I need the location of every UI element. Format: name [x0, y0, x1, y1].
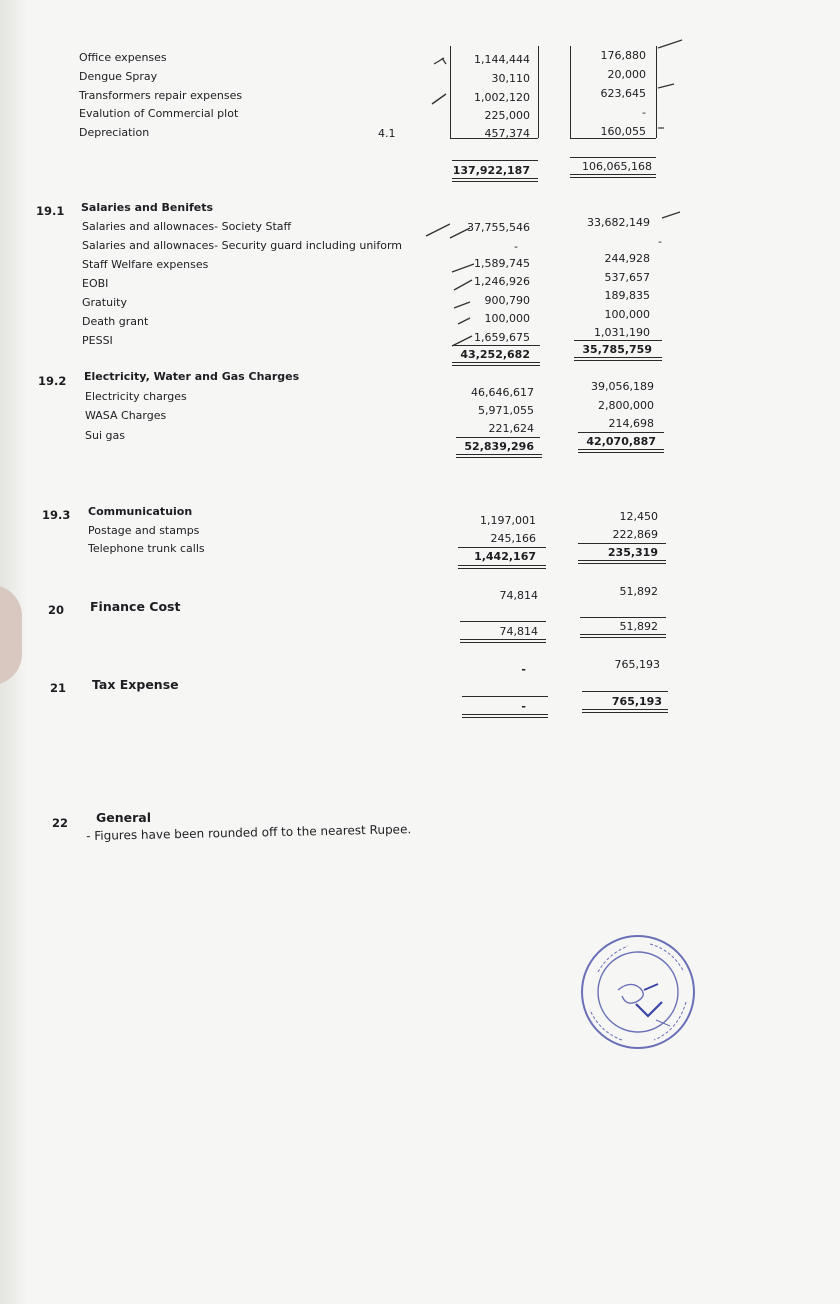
box-bottom-line-prev: [570, 138, 656, 139]
row-label: Telephone trunk calls: [88, 542, 205, 555]
row-previous: 537,657: [604, 271, 650, 284]
auditor-stamp: [578, 932, 698, 1052]
row-label: WASA Charges: [85, 409, 167, 422]
total-previous: 35,785,759: [582, 343, 652, 356]
row-previous: 214,698: [608, 417, 654, 430]
row-previous: 1,031,190: [594, 326, 650, 339]
row-previous: 176,880: [600, 49, 646, 62]
section-number: 19.2: [38, 374, 67, 388]
total-rule: [582, 691, 668, 692]
total-rule: [570, 157, 656, 158]
row-previous: 12,450: [619, 510, 658, 523]
row-label: Dengue Spray: [79, 70, 158, 83]
section-title: Tax Expense: [92, 677, 179, 692]
row-label: EOBI: [82, 277, 109, 290]
double-underline: [580, 634, 666, 638]
row-label: Postage and stamps: [88, 524, 200, 537]
row-label: Gratuity: [82, 296, 127, 309]
row-label: Evalution of Commercial plot: [79, 107, 239, 120]
row-current: 225,000: [484, 109, 530, 122]
row-label: Transformers repair expenses: [79, 89, 243, 102]
row-label: Electricity charges: [85, 390, 187, 403]
row-current: 30,110: [491, 72, 530, 85]
box-right-line: [538, 46, 539, 138]
total-rule: [580, 617, 666, 618]
row-current: 37,755,546: [467, 221, 530, 234]
total-rule: [578, 432, 664, 433]
section-number: 19.1: [36, 204, 65, 218]
row-label: PESSI: [82, 334, 113, 347]
row-current: 245,166: [490, 532, 536, 545]
double-underline: [578, 560, 666, 564]
row-label: Salaries and allownaces- Society Staff: [82, 220, 292, 233]
total-previous: 765,193: [611, 695, 662, 708]
total-rule: [578, 543, 666, 544]
row-current: 46,646,617: [471, 386, 534, 399]
row-previous: 244,928: [604, 252, 650, 265]
section-number: 19.3: [42, 508, 71, 522]
total-current: 74,814: [499, 625, 538, 638]
row-previous: 33,682,149: [587, 216, 650, 229]
row-previous: 100,000: [604, 308, 650, 321]
row-current: 74,814: [499, 589, 538, 602]
row-previous: 160,055: [600, 125, 646, 138]
total-current: 1,442,167: [474, 550, 536, 563]
total-current: 43,252,682: [460, 348, 530, 361]
total-rule: [462, 696, 548, 697]
double-underline: [452, 178, 538, 182]
double-underline: [570, 174, 656, 178]
row-label: Staff Welfare expenses: [82, 258, 209, 271]
total-rule: [460, 621, 546, 622]
row-previous: 765,193: [614, 658, 660, 671]
total-rule: [458, 547, 546, 548]
section-number: 20: [48, 603, 65, 617]
double-underline: [456, 454, 542, 458]
double-underline: [582, 709, 668, 713]
note-ref: 4.1: [378, 127, 396, 140]
row-previous: -: [658, 235, 662, 248]
row-previous: -: [642, 106, 646, 119]
row-previous: 189,835: [604, 289, 650, 302]
total-current: -: [521, 700, 526, 713]
handwritten-tick-marks: [448, 200, 488, 360]
double-underline: [460, 639, 546, 643]
row-previous: 623,645: [600, 87, 646, 100]
row-label: Death grant: [82, 315, 149, 328]
row-label: Sui gas: [85, 429, 125, 442]
row-current: 1,144,444: [474, 53, 530, 66]
row-label: Salaries and allownaces- Security guard including uniform: [82, 239, 402, 252]
section-number: 21: [50, 681, 67, 695]
total-previous: 235,319: [607, 546, 658, 559]
section-title: Communicatuion: [88, 505, 193, 518]
total-previous: 51,892: [619, 620, 658, 633]
row-label: Depreciation: [79, 126, 150, 139]
row-current: 1,659,675: [474, 331, 530, 344]
double-underline: [462, 714, 548, 718]
row-current: 1,197,001: [480, 514, 536, 527]
row-current: 457,374: [484, 127, 530, 140]
double-underline: [574, 357, 662, 361]
row-previous: 39,056,189: [591, 380, 654, 393]
row-current: 1,246,926: [474, 275, 530, 288]
double-underline: [578, 449, 664, 453]
row-current: 221,624: [488, 422, 534, 435]
total-current: 137,922,187: [452, 164, 530, 177]
total-previous: 106,065,168: [582, 160, 652, 173]
row-current: 5,971,055: [478, 404, 534, 417]
section-title: Salaries and Benifets: [81, 201, 214, 214]
row-current: 1,589,745: [474, 257, 530, 270]
row-previous: 2,800,000: [598, 399, 654, 412]
row-previous: 222,869: [612, 528, 658, 541]
row-current: 100,000: [484, 312, 530, 325]
row-previous: 51,892: [619, 585, 658, 598]
general-bullet: - Figures have been rounded off to the nearest Rupee.: [85, 822, 412, 843]
total-previous: 42,070,887: [586, 435, 656, 448]
section-number: 22: [52, 816, 69, 830]
row-current: -: [521, 663, 526, 676]
double-underline: [452, 362, 540, 366]
section-title: Finance Cost: [90, 599, 181, 614]
handwritten-tick-marks: [420, 50, 450, 350]
section-title: General: [96, 810, 151, 825]
row-label: Office expenses: [79, 51, 167, 64]
row-previous: 20,000: [607, 68, 646, 81]
total-rule: [574, 340, 662, 341]
total-current: 52,839,296: [464, 440, 534, 453]
handwritten-tick-marks: [656, 36, 686, 236]
row-current: 900,790: [484, 294, 530, 307]
row-current: 1,002,120: [474, 91, 530, 104]
section-title: Electricity, Water and Gas Charges: [84, 370, 300, 383]
row-current: -: [514, 240, 518, 253]
double-underline: [458, 565, 546, 569]
total-rule: [452, 160, 538, 161]
total-rule: [456, 437, 540, 438]
